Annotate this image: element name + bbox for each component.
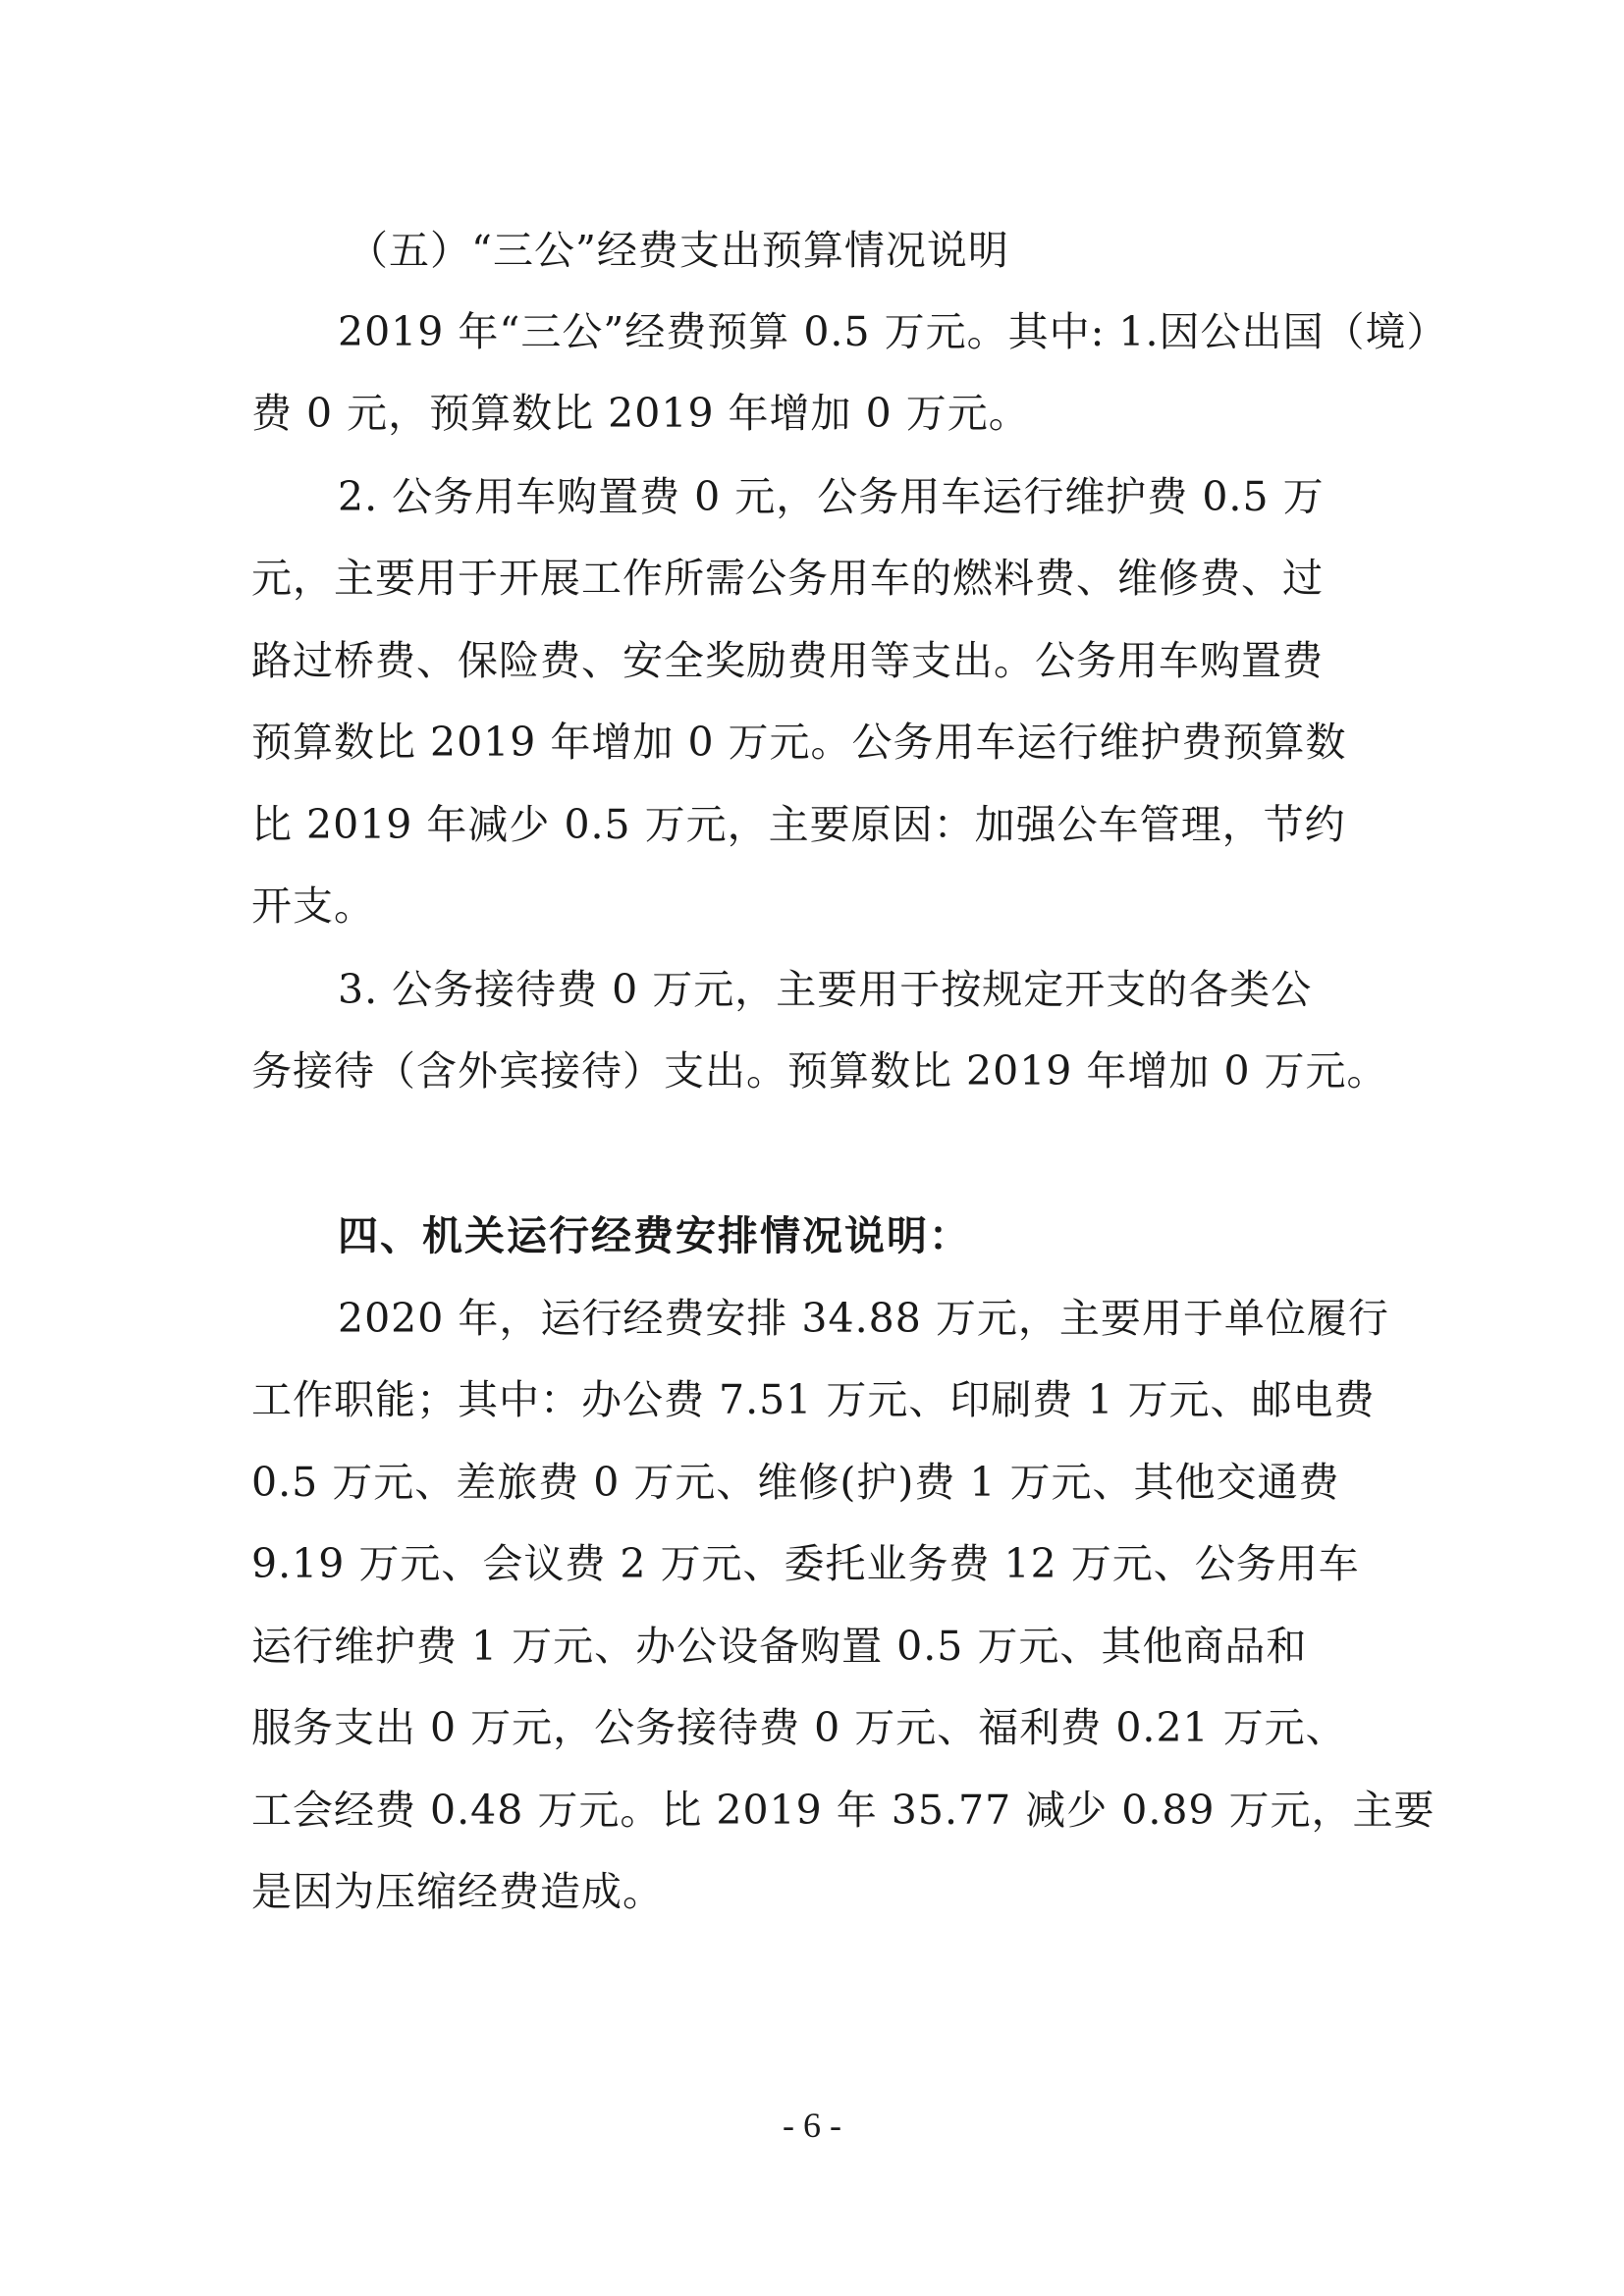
paragraph-line: 比 2019 年减少 0.5 万元，主要原因：加强公车管理，节约 [251,801,1346,848]
paragraph-line: 0.5 万元、差旅费 0 万元、维修(护)费 1 万元、其他交通费 [251,1459,1340,1506]
section-5-heading: （五）“三公”经费支出预算情况说明 [348,227,1009,274]
paragraph-line: 3. 公务接待费 0 万元，主要用于按规定开支的各类公 [338,966,1313,1013]
paragraph-line: 开支。 [251,882,375,930]
paragraph-line: 元，主要用于开展工作所需公务用车的燃料费、维修费、过 [251,555,1324,602]
paragraph-line: 9.19 万元、会议费 2 万元、委托业务费 12 万元、公务用车 [251,1540,1360,1587]
paragraph-line: 工会经费 0.48 万元。比 2019 年 35.77 减少 0.89 万元，主要 [251,1787,1435,1834]
paragraph-line: 工作职能；其中：办公费 7.51 万元、印刷费 1 万元、邮电费 [251,1376,1376,1423]
paragraph-line: 2020 年，运行经费安排 34.88 万元，主要用于单位履行 [338,1295,1389,1342]
paragraph-line: 服务支出 0 万元，公务接待费 0 万元、福利费 0.21 万元、 [251,1704,1347,1751]
paragraph-line: 2. 公务用车购置费 0 元，公务用车运行维护费 0.5 万 [338,473,1325,520]
paragraph-line: 2019 年“三公”经费预算 0.5 万元。其中: 1.因公出国（境） [338,308,1448,355]
paragraph-line: 务接待（含外宾接待）支出。预算数比 2019 年增加 0 万元。 [251,1047,1388,1095]
page-number: - 6 - [783,2106,841,2145]
paragraph-line: 是因为压缩经费造成。 [251,1868,664,1915]
paragraph-line: 费 0 元，预算数比 2019 年增加 0 万元。 [251,390,1030,437]
paragraph-line: 运行维护费 1 万元、办公设备购置 0.5 万元、其他商品和 [251,1623,1308,1670]
paragraph-line: 预算数比 2019 年增加 0 万元。公务用车运行维护费预算数 [251,719,1347,766]
paragraph-line: 路过桥费、保险费、安全奖励费用等支出。公务用车购置费 [251,637,1324,684]
section-4-heading: 四、机关运行经费安排情况说明： [338,1212,971,1259]
